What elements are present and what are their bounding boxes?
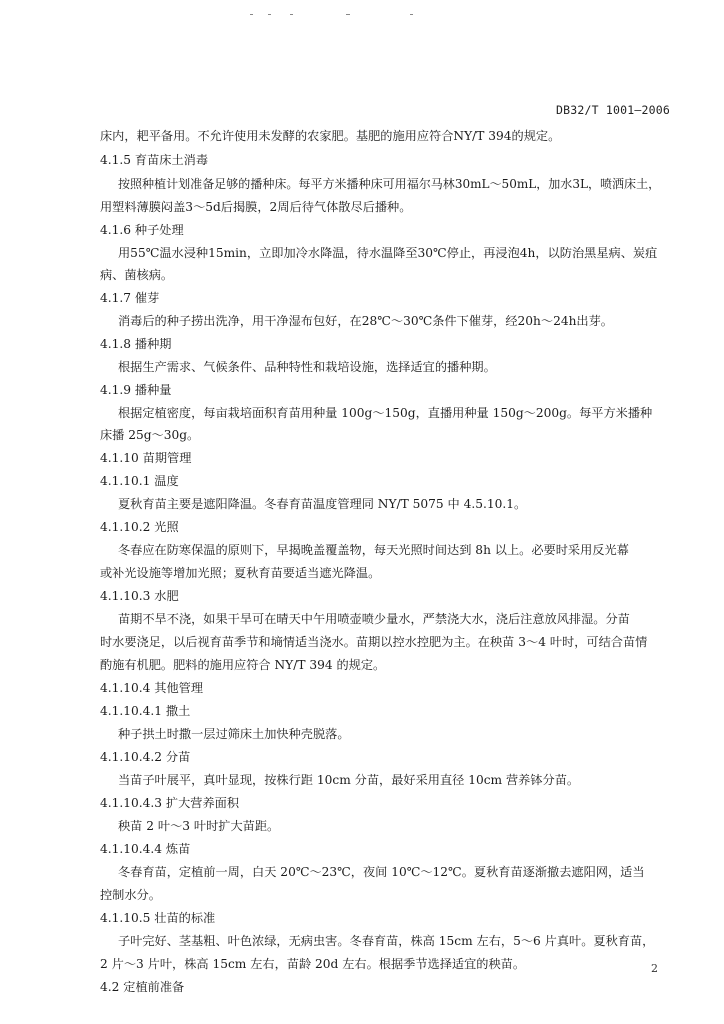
section-heading: 4.1.7 催芽 (100, 291, 160, 305)
body-text-line: 控制水分。 (100, 888, 161, 902)
section-heading: 4.1.10.4 其他管理 (100, 681, 204, 695)
section-heading: 4.1.6 种子处理 (100, 223, 184, 237)
body-text-line: 夏秋育苗主要是遮阳降温。冬春育苗温度管理同 NY/T 5075 中 4.5.10.1。 (118, 497, 527, 511)
section-heading: 4.1.10.5 壮苗的标准 (100, 911, 216, 925)
body-text-line: 2 片～3 片叶，株高 15cm 左右，苗龄 20d 左右。根据季节选择适宜的秧苗。 (100, 957, 526, 971)
standard-code-header: DB32/T 1001—2006 (556, 103, 670, 117)
body-text-line: 冬春育苗，定植前一周，白天 20℃～23℃，夜间 10℃～12℃。夏秋育苗逐渐撤去遮阳网，适当 (118, 865, 645, 879)
body-text-line: 或补光设施等增加光照；夏秋育苗要适当遮光降温。 (100, 566, 381, 580)
body-text-line: 秧苗 2 叶～3 叶时扩大苗距。 (118, 819, 280, 833)
section-heading: 4.1.10.4.1 撒土 (100, 704, 191, 718)
section-heading: 4.1.10.1 温度 (100, 474, 179, 488)
body-text-line: 床播 25g～30g。 (100, 428, 200, 442)
section-heading: 4.2 定植前准备 (100, 980, 185, 994)
section-heading: 4.1.10.4.4 炼苗 (100, 842, 191, 856)
body-text-line: 用塑料薄膜闷盖3～5d后揭膜，2周后待气体散尽后播种。 (100, 200, 412, 214)
body-text-line: 冬春应在防寒保温的原则下，早揭晚盖覆盖物，每天光照时间达到 8h 以上。必要时采用反光幕 (118, 543, 629, 557)
section-heading: 4.1.10.4.2 分苗 (100, 750, 191, 764)
body-text-line: 子叶完好、茎基粗、叶色浓绿，无病虫害。冬春育苗，株高 15cm 左右，5～6 片真叶。夏秋育苗， (118, 934, 655, 948)
section-heading: 4.1.8 播种期 (100, 337, 172, 351)
body-text-line: 时水要浇足，以后视育苗季节和墒情适当浇水。苗期以控水控肥为主。在秧苗 3～4 叶时，可结合苗情 (100, 635, 648, 649)
body-text-line: 根据定植密度，每亩栽培面积育苗用种量 100g～150g，直播用种量 150g～200g。每平方米播种 (118, 406, 653, 420)
body-text-line: 用55℃温水浸种15min，立即加冷水降温，待水温降至30℃停止，再浸泡4h，以防治黑星病、炭疽 (118, 246, 658, 260)
body-text-line: 按照种植计划准备足够的播种床。每平方米播种床可用福尔马林30mL～50mL，加水3L，喷洒床土， (118, 177, 661, 191)
body-text-line: 酌施有机肥。肥料的施用应符合 NY/T 394 的规定。 (100, 658, 386, 672)
body-text-line: 病、菌核病。 (100, 268, 174, 282)
scan-artifact-marks (250, 10, 470, 20)
body-text-line: 苗期不旱不浇，如果干旱可在晴天中午用喷壶喷少量水，严禁浇大水，浇后注意放风排湿。分苗 (118, 612, 630, 626)
body-text-line: 根据生产需求、气候条件、品种特性和栽培设施，选择适宜的播种期。 (118, 360, 496, 374)
section-heading: 4.1.10 苗期管理 (100, 451, 192, 465)
body-text-line: 床内，耙平备用。不允许使用未发酵的农家肥。基肥的施用应符合NY/T 394的规定。 (100, 129, 561, 143)
section-heading: 4.1.5 育苗床土消毒 (100, 153, 209, 167)
body-text-line: 当苗子叶展平，真叶显现，按株行距 10cm 分苗，最好采用直径 10cm 营养钵分苗。 (118, 773, 580, 787)
body-text-line: 消毒后的种子捞出洗净，用干净湿布包好，在28℃～30℃条件下催芽，经20h～24h出芽。 (118, 314, 613, 328)
section-heading: 4.1.9 播种量 (100, 383, 172, 397)
section-heading: 4.1.10.2 光照 (100, 520, 179, 534)
page-number: 2 (651, 962, 658, 975)
section-heading: 4.1.10.3 水肥 (100, 589, 179, 603)
section-heading: 4.1.10.4.3 扩大营养面积 (100, 796, 240, 810)
body-text-line: 种子拱土时撒一层过筛床土加快种壳脱落。 (118, 727, 350, 741)
